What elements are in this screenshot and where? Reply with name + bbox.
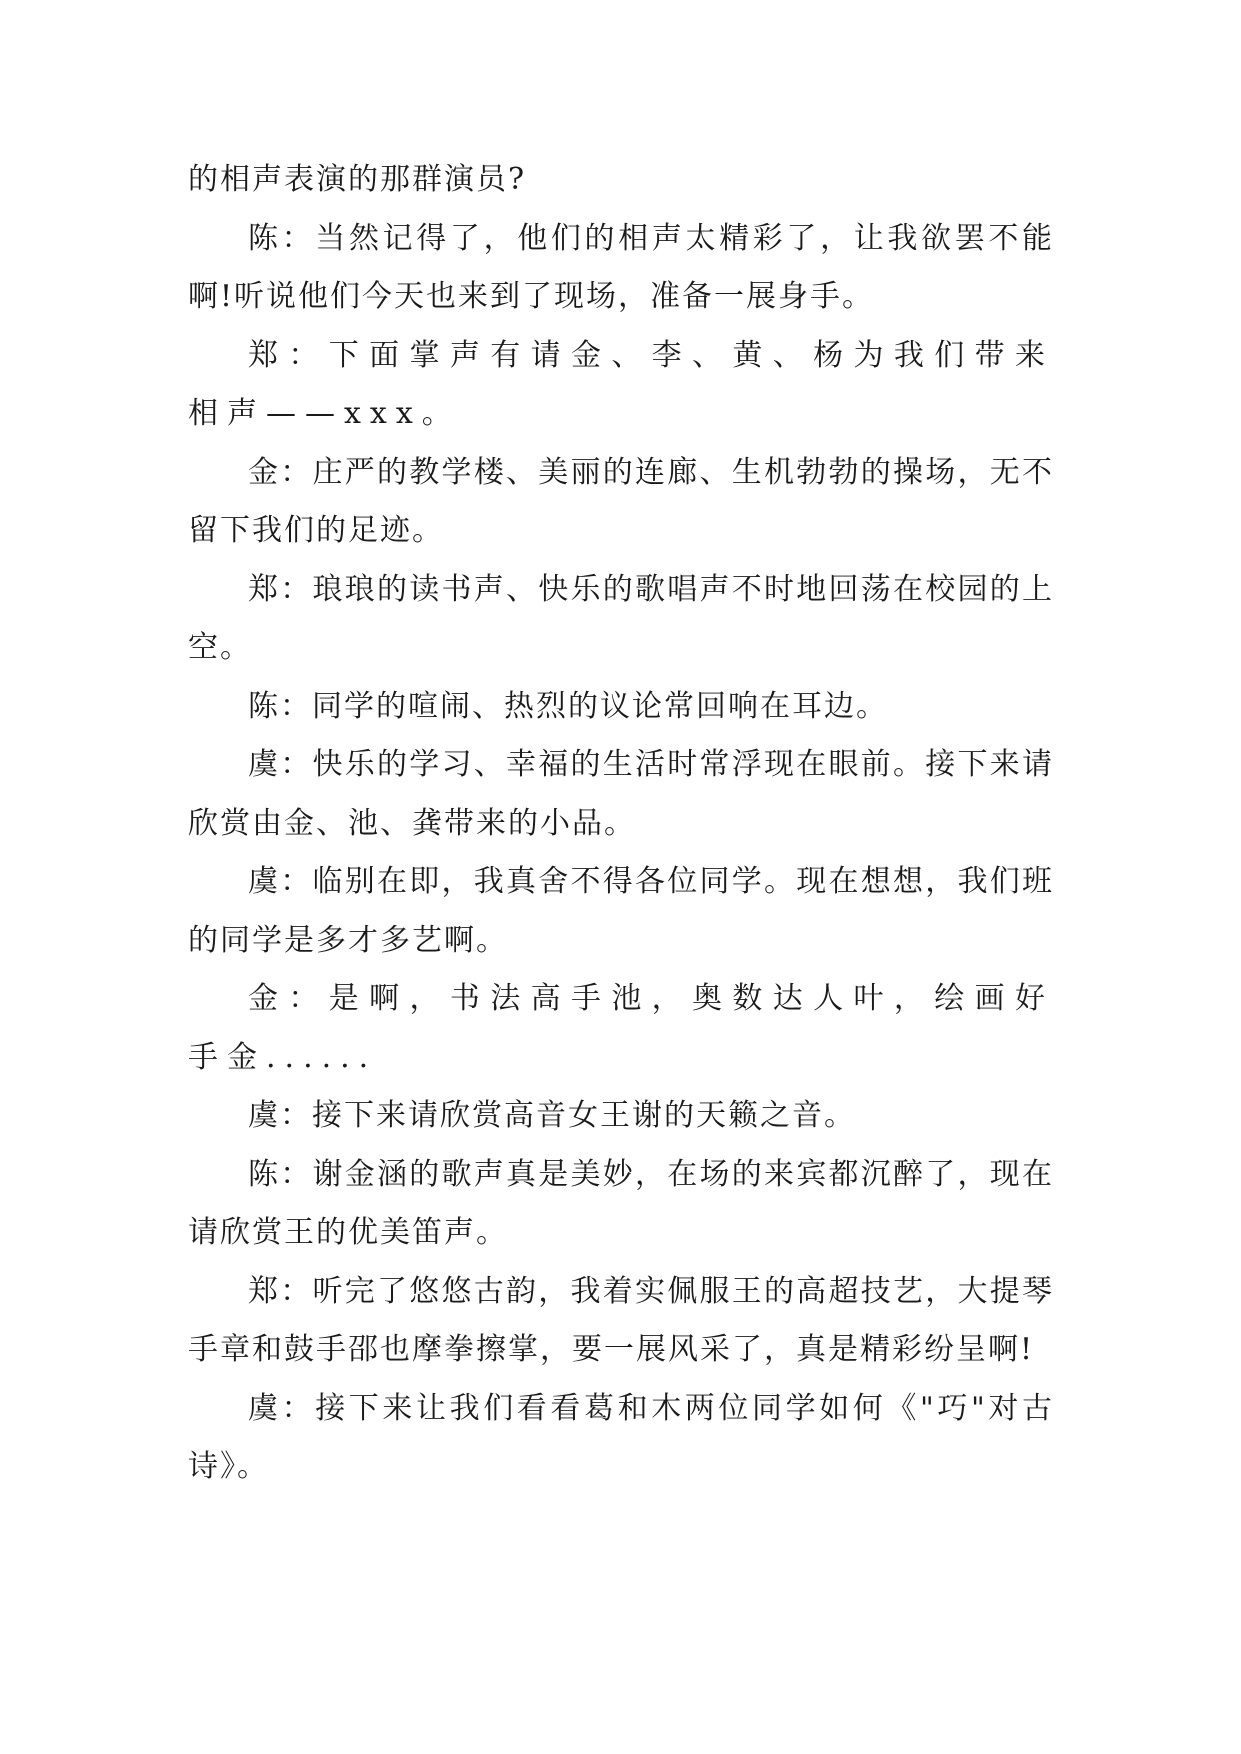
paragraph-chen-1: 陈：当然记得了，他们的相声太精彩了，让我欲罢不能啊!听说他们今天也来到了现场，准备一展身手。 (188, 220, 1054, 314)
paragraph-jin-1: 金：庄严的教学楼、美丽的连廊、生机勃勃的操场，无不留下我们的足迹。 (188, 454, 1054, 548)
paragraph-zheng-1: 郑：下面掌声有请金、李、黄、杨为我们带来相声——xxx。 (188, 337, 1054, 431)
paragraph-yu-3: 虞：接下来请欣赏高音女王谢的天籁之音。 (248, 1098, 856, 1133)
paragraph-continuation: 的相声表演的那群演员? (188, 162, 527, 197)
paragraph-jin-2: 金：是啊，书法高手池，奥数达人叶，绘画好手金...... (188, 981, 1054, 1075)
paragraph-zheng-3: 郑：听完了悠悠古韵，我着实佩服王的高超技艺，大提琴手章和鼓手邵也摩拳擦掌，要一展风采了，真是精彩纷呈啊! (188, 1273, 1054, 1367)
document-body (188, 151, 1054, 1497)
paragraph-zheng-2: 郑：琅琅的读书声、快乐的歌唱声不时地回荡在校园的上空。 (188, 571, 1054, 665)
paragraph-yu-4: 虞：接下来让我们看看葛和木两位同学如何《"巧"对古诗》。 (188, 1390, 1054, 1484)
paragraph-chen-2: 陈：同学的喧闹、热烈的议论常回响在耳边。 (248, 688, 888, 724)
paragraph-yu-2: 虞：临别在即，我真舍不得各位同学。现在想想，我们班的同学是多才多艺啊。 (188, 864, 1054, 958)
paragraph-chen-3: 陈：谢金涵的歌声真是美妙，在场的来宾都沉醉了，现在请欣赏王的优美笛声。 (188, 1156, 1054, 1250)
paragraph-yu-1: 虞：快乐的学习、幸福的生活时常浮现在眼前。接下来请欣赏由金、池、龚带来的小品。 (188, 747, 1054, 841)
